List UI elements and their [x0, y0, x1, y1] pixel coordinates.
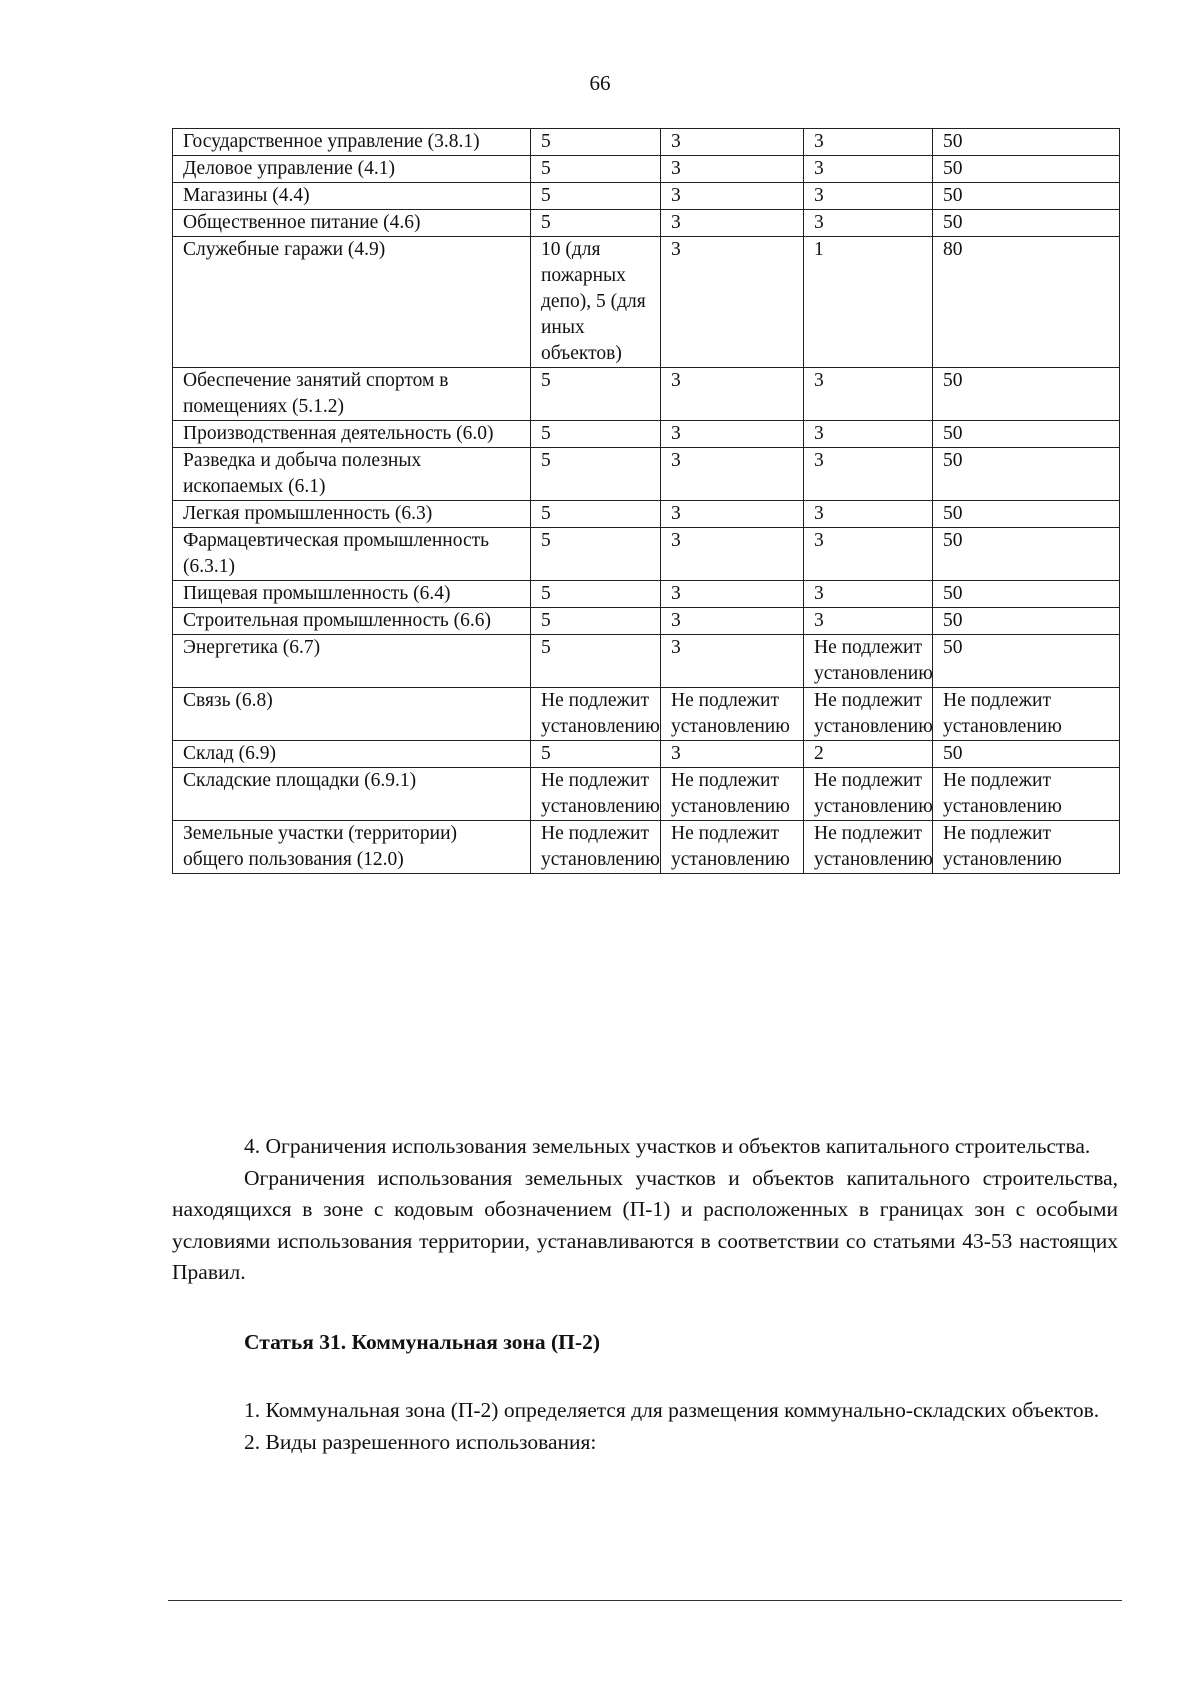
- land-use-type-cell: Пищевая промышленность (6.4): [173, 581, 531, 608]
- value-cell: 3: [661, 741, 804, 768]
- table-row: [173, 129, 1120, 156]
- value-cell: Не подлежит установлению: [661, 688, 804, 741]
- table-row: [173, 210, 1120, 237]
- land-use-type-cell: Магазины (4.4): [173, 183, 531, 210]
- value-cell: Не подлежит установлению: [933, 768, 1120, 821]
- value-cell: 3: [804, 581, 933, 608]
- value-cell: 3: [661, 528, 804, 581]
- value-cell: 50: [933, 741, 1120, 768]
- value-cell: 2: [804, 741, 933, 768]
- table-row: [173, 821, 1120, 874]
- value-cell: Не подлежит установлению: [661, 768, 804, 821]
- land-use-type-cell: Строительная промышленность (6.6): [173, 608, 531, 635]
- footer-divider: [168, 1600, 1122, 1601]
- land-use-type-cell: Энергетика (6.7): [173, 635, 531, 688]
- value-cell: 5: [531, 741, 661, 768]
- table-row: [173, 183, 1120, 210]
- value-cell: 50: [933, 129, 1120, 156]
- value-cell: 50: [933, 581, 1120, 608]
- restrictions-paragraph-1: 4. Ограничения использования земельных участков и объектов капитального строительства.: [244, 1134, 1091, 1158]
- value-cell: 5: [531, 183, 661, 210]
- value-cell: 5: [531, 421, 661, 448]
- table-row: [173, 528, 1120, 581]
- value-cell: 3: [804, 448, 933, 501]
- value-cell: 10 (для пожарных депо), 5 (для иных объектов): [531, 237, 661, 368]
- value-cell: 50: [933, 368, 1120, 421]
- table-row: [173, 501, 1120, 528]
- table-row: [173, 581, 1120, 608]
- table-body: [173, 129, 1120, 874]
- table-row: [173, 688, 1120, 741]
- value-cell: 3: [804, 501, 933, 528]
- value-cell: Не подлежит установлению: [804, 635, 933, 688]
- value-cell: 3: [804, 528, 933, 581]
- table-row: [173, 448, 1120, 501]
- value-cell: 5: [531, 501, 661, 528]
- value-cell: 3: [661, 183, 804, 210]
- table-row: [173, 741, 1120, 768]
- land-use-type-cell: Земельные участки (территории) общего пользования (12.0): [173, 821, 531, 874]
- value-cell: 80: [933, 237, 1120, 368]
- value-cell: 5: [531, 608, 661, 635]
- article-paragraph-2: 2. Виды разрешенного использования:: [244, 1429, 597, 1454]
- value-cell: 5: [531, 528, 661, 581]
- value-cell: 50: [933, 501, 1120, 528]
- value-cell: 3: [661, 368, 804, 421]
- table-row: [173, 768, 1120, 821]
- table-row: [173, 608, 1120, 635]
- land-use-type-cell: Государственное управление (3.8.1): [173, 129, 531, 156]
- value-cell: Не подлежит установлению: [804, 688, 933, 741]
- table-row: [173, 368, 1120, 421]
- value-cell: 3: [661, 501, 804, 528]
- value-cell: 5: [531, 368, 661, 421]
- value-cell: 50: [933, 528, 1120, 581]
- land-use-type-cell: Деловое управление (4.1): [173, 156, 531, 183]
- land-use-type-cell: Связь (6.8): [173, 688, 531, 741]
- value-cell: 3: [804, 156, 933, 183]
- value-cell: Не подлежит установлению: [531, 821, 661, 874]
- land-use-type-cell: Склад (6.9): [173, 741, 531, 768]
- value-cell: 3: [661, 635, 804, 688]
- land-use-type-cell: Легкая промышленность (6.3): [173, 501, 531, 528]
- value-cell: 5: [531, 210, 661, 237]
- value-cell: 5: [531, 448, 661, 501]
- value-cell: 50: [933, 210, 1120, 237]
- value-cell: 3: [804, 608, 933, 635]
- value-cell: 50: [933, 635, 1120, 688]
- value-cell: Не подлежит установлению: [661, 821, 804, 874]
- value-cell: 1: [804, 237, 933, 368]
- restrictions-section: [172, 1131, 1118, 1289]
- value-cell: Не подлежит установлению: [531, 768, 661, 821]
- value-cell: 5: [531, 129, 661, 156]
- article-paragraph-1: 1. Коммунальная зона (П-2) определяется для размещения коммунально-складских объектов.: [244, 1398, 1100, 1422]
- article-body: [172, 1395, 1118, 1458]
- table-row: [173, 237, 1120, 368]
- value-cell: 50: [933, 421, 1120, 448]
- land-use-type-cell: Разведка и добыча полезных ископаемых (6.1): [173, 448, 531, 501]
- value-cell: 50: [933, 608, 1120, 635]
- value-cell: 5: [531, 635, 661, 688]
- value-cell: Не подлежит установлению: [804, 768, 933, 821]
- land-use-type-cell: Общественное питание (4.6): [173, 210, 531, 237]
- value-cell: 3: [661, 129, 804, 156]
- table-row: [173, 635, 1120, 688]
- value-cell: Не подлежит установлению: [933, 688, 1120, 741]
- value-cell: 3: [804, 210, 933, 237]
- value-cell: 3: [661, 581, 804, 608]
- land-use-type-cell: Производственная деятельность (6.0): [173, 421, 531, 448]
- table-row: [173, 156, 1120, 183]
- value-cell: 3: [804, 183, 933, 210]
- value-cell: 50: [933, 156, 1120, 183]
- article-heading: Статья 31. Коммунальная зона (П-2): [244, 1330, 600, 1354]
- value-cell: 50: [933, 183, 1120, 210]
- value-cell: Не подлежит установлению: [933, 821, 1120, 874]
- value-cell: 3: [661, 448, 804, 501]
- value-cell: 3: [804, 129, 933, 156]
- value-cell: 3: [661, 237, 804, 368]
- value-cell: 3: [804, 368, 933, 421]
- value-cell: 3: [661, 210, 804, 237]
- page-number: 66: [589, 71, 611, 95]
- value-cell: 3: [661, 608, 804, 635]
- table-row: [173, 421, 1120, 448]
- restrictions-paragraph-2: Ограничения использования земельных участков и объектов капитального строительства, находящихся в зоне с кодовым обозначением (П-1) и расположенных в границах зон с особыми условиями использования территории, устанавливаются в соответствии со статьями 43-53 настоящих Правил.: [172, 1165, 1118, 1284]
- value-cell: 3: [661, 421, 804, 448]
- value-cell: 5: [531, 156, 661, 183]
- value-cell: 3: [661, 156, 804, 183]
- value-cell: 50: [933, 448, 1120, 501]
- land-use-type-cell: Фармацевтическая промышленность (6.3.1): [173, 528, 531, 581]
- article-heading-block: [172, 1327, 1118, 1359]
- value-cell: 5: [531, 581, 661, 608]
- land-use-type-cell: Обеспечение занятий спортом в помещениях (5.1.2): [173, 368, 531, 421]
- regulations-table: [172, 128, 1120, 874]
- land-use-type-cell: Служебные гаражи (4.9): [173, 237, 531, 368]
- value-cell: 3: [804, 421, 933, 448]
- value-cell: Не подлежит установлению: [804, 821, 933, 874]
- land-use-type-cell: Складские площадки (6.9.1): [173, 768, 531, 821]
- value-cell: Не подлежит установлению: [531, 688, 661, 741]
